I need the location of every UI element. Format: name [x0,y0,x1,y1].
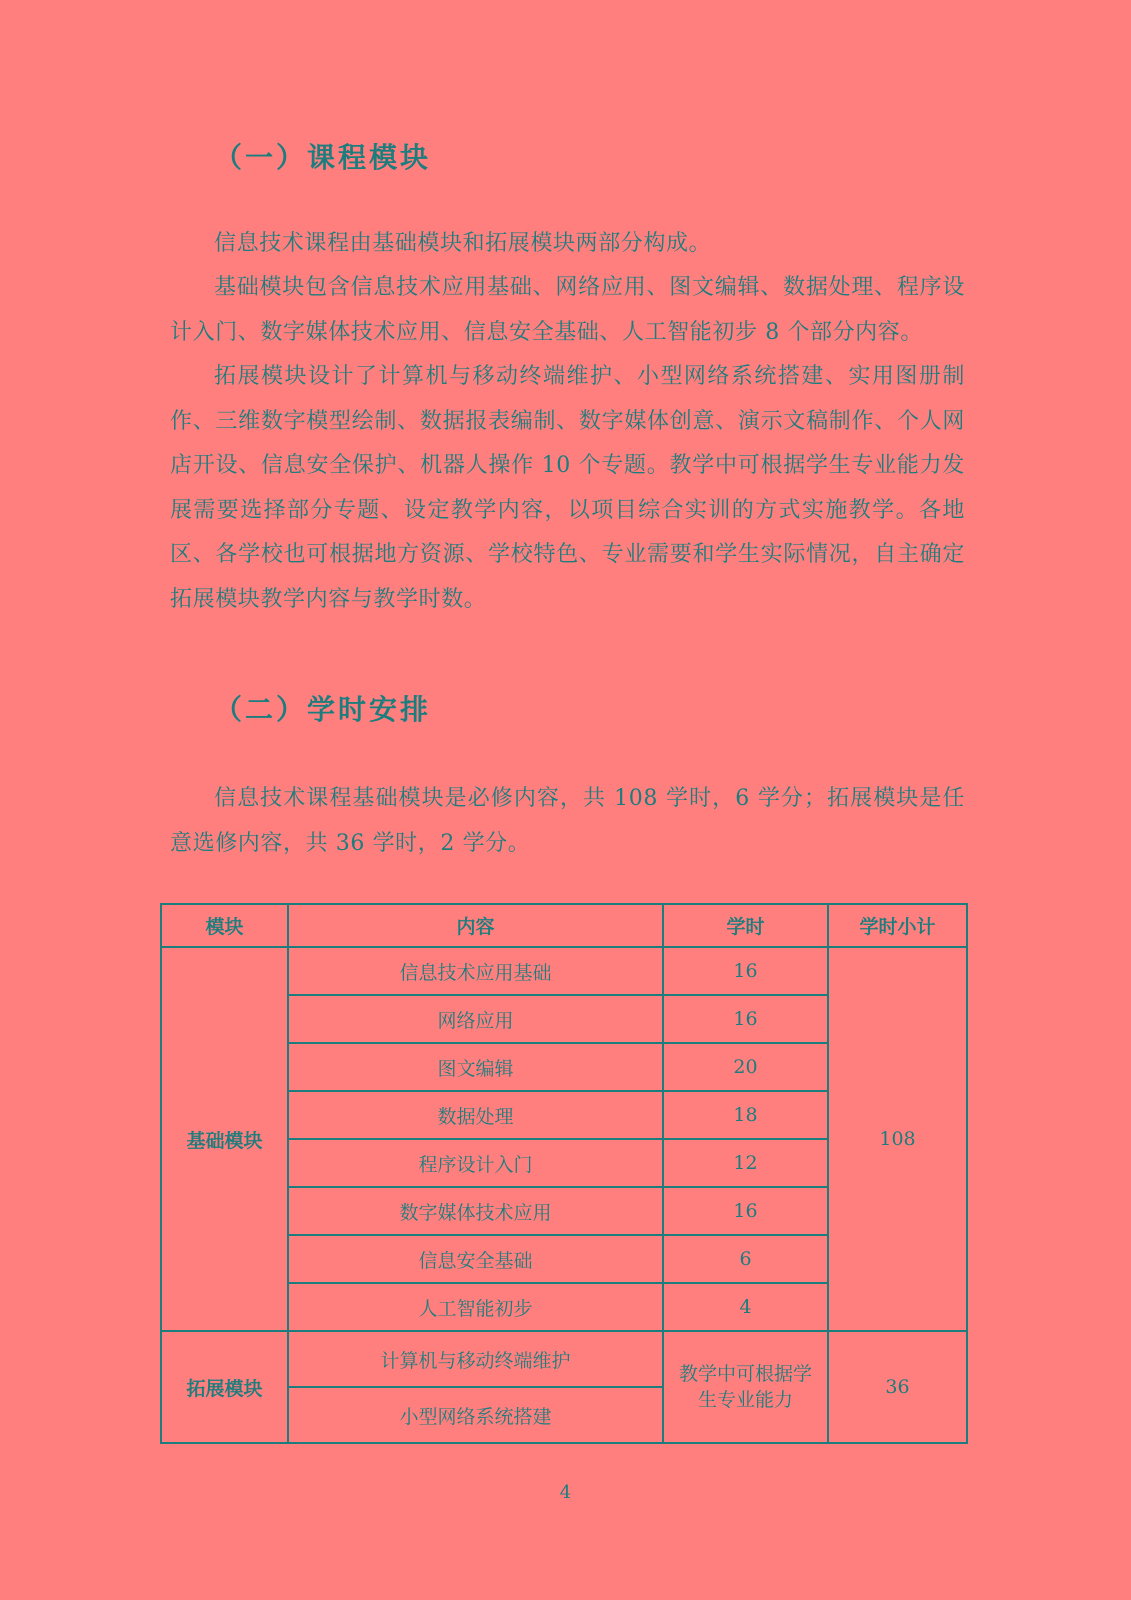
header-content: 内容 [288,904,663,947]
content-cell: 小型网络系统搭建 [288,1387,663,1443]
hours-note-cell: 教学中可根据学生专业能力 [663,1331,828,1443]
content-cell: 信息技术应用基础 [288,947,663,995]
content-cell: 数字媒体技术应用 [288,1187,663,1235]
header-hours: 学时 [663,904,828,947]
subtotal-cell-basic: 108 [828,947,967,1331]
content-cell: 数据处理 [288,1091,663,1139]
content-cell: 图文编辑 [288,1043,663,1091]
header-subtotal: 学时小计 [828,904,967,947]
hours-cell: 12 [663,1139,828,1187]
table-header-row [161,904,967,947]
content-cell: 信息安全基础 [288,1235,663,1283]
paragraph-extended-modules: 拓展模块设计了计算机与移动终端维护、小型网络系统搭建、实用图册制作、三维数字模型绘制、数据报表编制、数字媒体创意、演示文稿制作、个人网店开设、信息安全保护、机器人操作 10 个专题。教学中可根据学生专业能力发展需要选择部分专题、设定教学内容，以项目综合实训的方式实施教学。各地区、各学校也可根据地方资源、学校特色、专业需要和学生实际情况，自主确定拓展模块教学内容与教学时数。 [170,364,965,612]
hours-table [160,903,968,1444]
content-cell: 程序设计入门 [288,1139,663,1187]
hours-cell: 16 [663,1187,828,1235]
hours-cell: 6 [663,1235,828,1283]
hours-cell: 18 [663,1091,828,1139]
content-cell: 计算机与移动终端维护 [288,1331,663,1387]
content-cell: 网络应用 [288,995,663,1043]
paragraph-course-structure: 信息技术课程由基础模块和拓展模块两部分构成。 [214,231,712,256]
page-number: 4 [559,1482,572,1503]
header-module: 模块 [161,904,288,947]
table-row [161,947,967,995]
hours-cell: 16 [663,947,828,995]
paragraph-basic-modules: 基础模块包含信息技术应用基础、网络应用、图文编辑、数据处理、程序设计入门、数字媒体技术应用、信息安全基础、人工智能初步 8 个部分内容。 [170,275,965,345]
subtotal-cell-extended: 36 [828,1331,967,1443]
paragraph-hours-summary: 信息技术课程基础模块是必修内容，共 108 学时，6 学分；拓展模块是任意选修内容，共 36 学时，2 学分。 [170,786,965,856]
hours-cell: 20 [663,1043,828,1091]
section-heading-hours: （二）学时安排 [214,693,432,726]
section-heading-course-modules: （一）课程模块 [214,141,432,174]
table-row [161,1331,967,1387]
content-cell: 人工智能初步 [288,1283,663,1331]
module-cell-basic: 基础模块 [161,947,288,1331]
hours-cell: 16 [663,995,828,1043]
hours-cell: 4 [663,1283,828,1331]
module-cell-extended: 拓展模块 [161,1331,288,1443]
